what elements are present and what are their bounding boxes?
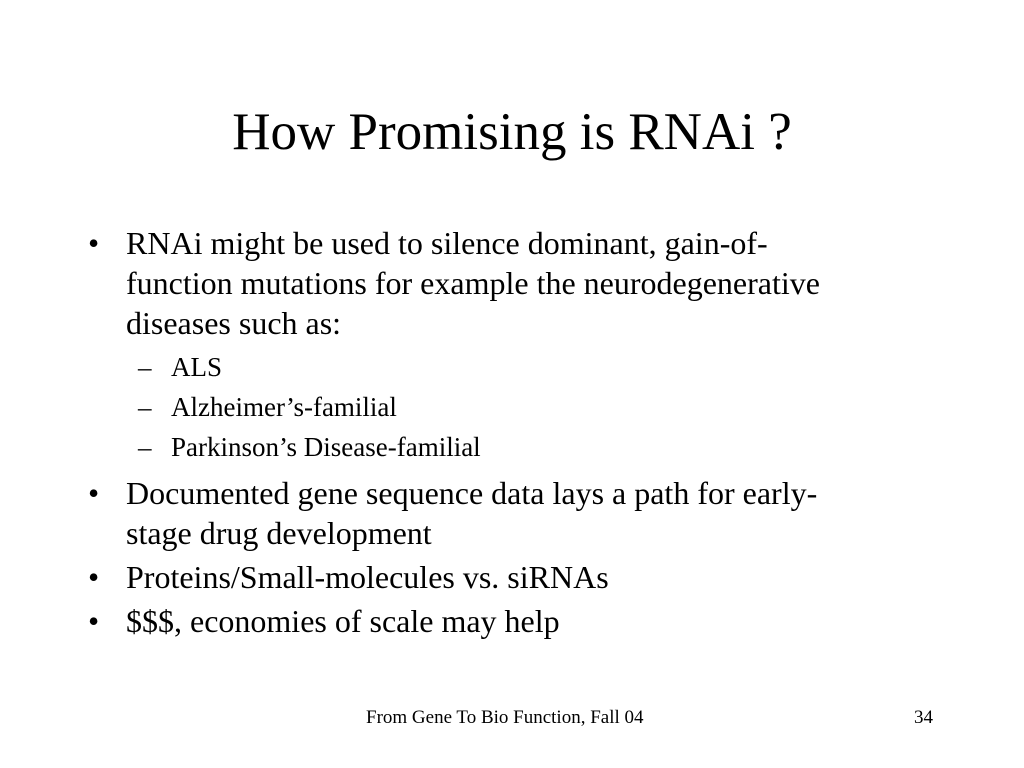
bullet-marker: • [88,475,100,511]
slide-title: How Promising is RNAi ? [232,103,792,161]
bullet-marker: • [88,559,100,595]
bullet-item [88,557,998,597]
bullet-text-line: $$$, economies of scale may help [126,603,560,639]
sub-bullet-list [88,347,998,467]
page-number: 34 [914,707,933,728]
sub-bullet-marker: – [138,392,152,422]
sub-bullet-text: Alzheimer’s-familial [171,392,397,422]
bullet-text-line: RNAi might be used to silence dominant, gain-of- [126,225,768,261]
bullet-text-line: stage drug development [126,515,432,551]
bullet-item [88,223,998,343]
sub-bullet-item [88,347,998,387]
bullet-marker: • [88,225,100,261]
bullet-text-line: Proteins/Small-molecules vs. siRNAs [126,559,609,595]
bullet-item [88,601,998,641]
sub-bullet-text: ALS [171,352,223,382]
sub-bullet-item [88,387,998,427]
bullet-text-line: diseases such as: [126,305,342,341]
bullet-text-line: function mutations for example the neurodegenerative [126,265,820,301]
bullet-text-line: Documented gene sequence data lays a path for early- [126,475,818,511]
sub-bullet-marker: – [138,352,152,382]
sub-bullet-item [88,427,998,467]
sub-bullet-text: Parkinson’s Disease-familial [171,432,481,462]
bullet-list [88,223,998,645]
slide-footer: From Gene To Bio Function, Fall 04 [366,707,644,728]
bullet-item [88,473,998,553]
bullet-marker: • [88,603,100,639]
sub-bullet-marker: – [138,432,152,462]
